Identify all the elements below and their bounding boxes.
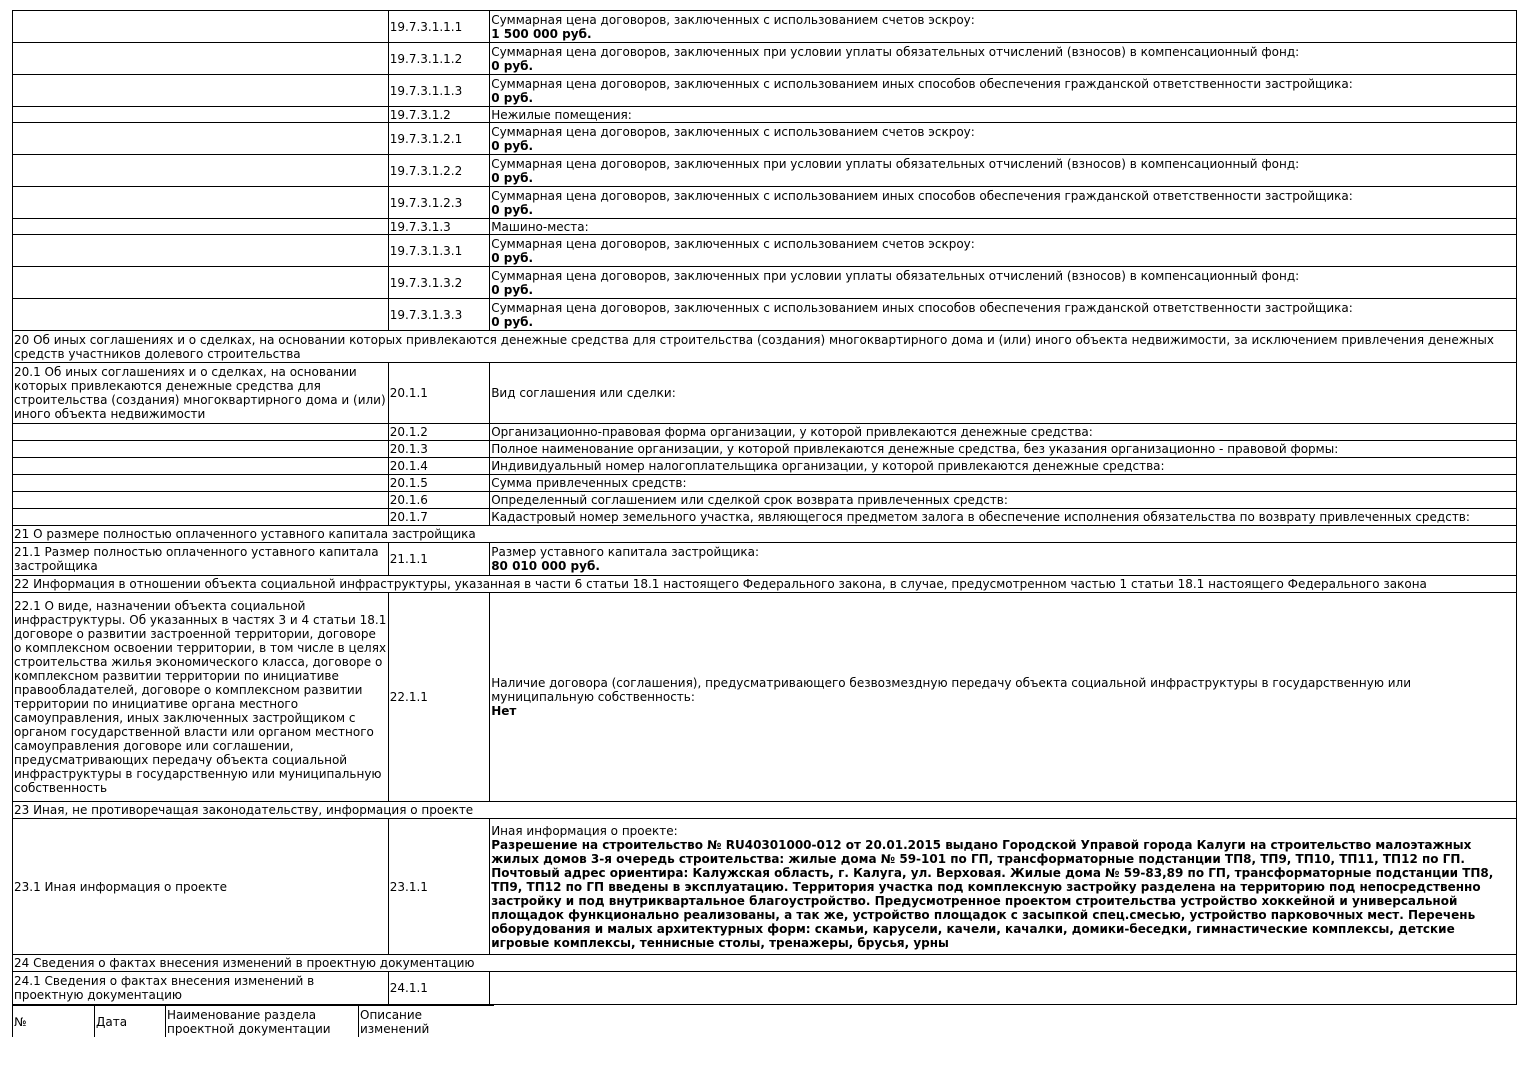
- changes-header-row: [13, 1006, 494, 1038]
- table-row: [13, 123, 1517, 155]
- row-label-value: [490, 123, 1517, 155]
- section-21-header: 21 О размере полностью оплаченного уставного капитала застройщика: [13, 526, 1517, 543]
- row-value: 1 500 000 руб.: [491, 26, 592, 41]
- row-value-empty: [490, 972, 1517, 1005]
- row-section-empty: [13, 43, 389, 75]
- row-label: Суммарная цена договоров, заключенных с использованием счетов эскроу:: [491, 12, 975, 27]
- row-code: 20.1.6: [388, 492, 489, 509]
- column-section-name: Наименование раздела проектной документации: [166, 1006, 359, 1038]
- row-label: Суммарная цена договоров, заключенных с использованием счетов эскроу:: [491, 124, 975, 139]
- row-section-empty: [13, 75, 389, 107]
- table-row: [13, 363, 1517, 424]
- row-code: 19.7.3.1.1.2: [388, 43, 489, 75]
- row-code: 20.1.5: [388, 475, 489, 492]
- table-row: [13, 441, 1517, 458]
- row-label: Иная информация о проекте:: [491, 823, 678, 838]
- row-label-value: [490, 75, 1517, 107]
- row-code: 19.7.3.1.2.1: [388, 123, 489, 155]
- row-code: 19.7.3.1.1.1: [388, 11, 489, 43]
- column-number: №: [13, 1006, 95, 1038]
- row-label: Индивидуальный номер налогоплательщика организации, у которой привлекаются денежные средства:: [490, 458, 1517, 475]
- section-24-subheader: 24.1 Сведения о фактах внесения изменений в проектную документацию: [13, 972, 389, 1005]
- document-sheet: [12, 10, 1517, 1037]
- row-label: Суммарная цена договоров, заключенных при условии уплаты обязательных отчислений (взносов) в компенсационный фонд:: [491, 44, 1300, 59]
- row-value: 0 руб.: [491, 58, 534, 73]
- row-label: Определенный соглашением или сделкой срок возврата привлеченных средств:: [490, 492, 1517, 509]
- row-label: Суммарная цена договоров, заключенных с использованием иных способов обеспечения гражданской ответственности застройщика:: [491, 188, 1353, 203]
- section-24-header-row: [13, 955, 1517, 972]
- row-code: 19.7.3.1.2: [388, 107, 489, 123]
- row-code: 19.7.3.1.3.2: [388, 267, 489, 299]
- row-label: Суммарная цена договоров, заключенных при условии уплаты обязательных отчислений (взносов) в компенсационный фонд:: [491, 156, 1300, 171]
- project-declaration-table: [12, 10, 1517, 1005]
- table-row: [13, 593, 1517, 802]
- row-label-value: [490, 11, 1517, 43]
- row-code: 20.1.7: [388, 509, 489, 526]
- table-row: [13, 155, 1517, 187]
- section-21-subheader: 21.1 Размер полностью оплаченного уставного капитала застройщика: [13, 543, 389, 576]
- column-change-description: Описание изменений: [359, 1006, 494, 1038]
- table-row: [13, 11, 1517, 43]
- row-label: Наличие договора (соглашения), предусматривающего безвозмездную передачу объекта социальной инфраструктуры в государственную или муниципальную собственность:: [491, 676, 1412, 704]
- row-code: 23.1.1: [388, 819, 489, 955]
- authorized-capital-value: 80 010 000 руб.: [491, 559, 600, 573]
- row-label-value: [490, 43, 1517, 75]
- table-row: [13, 492, 1517, 509]
- row-section-empty: [13, 107, 389, 123]
- row-label-value: [490, 107, 1517, 123]
- row-code: 22.1.1: [388, 593, 489, 802]
- changes-table-header: [12, 1005, 494, 1037]
- row-code: 24.1.1: [388, 972, 489, 1005]
- row-label: Суммарная цена договоров, заключенных с использованием иных способов обеспечения гражданской ответственности застройщика:: [491, 300, 1353, 315]
- row-value: 0 руб.: [491, 170, 534, 185]
- row-label: Размер уставного капитала застройщика:: [491, 545, 760, 559]
- row-section-empty: [13, 424, 389, 441]
- table-row: [13, 972, 1517, 1005]
- table-row: [13, 219, 1517, 235]
- table-row: [13, 509, 1517, 526]
- row-label: Машино-места:: [491, 219, 589, 234]
- row-label: Нежилые помещения:: [491, 107, 632, 122]
- section-20-subheader: 20.1 Об иных соглашениях и о сделках, на основании которых привлекаются денежные средства для строительства (создания) многоквартирного дома и (или) иного объекта недвижимости: [13, 363, 389, 424]
- row-section-empty: [13, 187, 389, 219]
- section-22-subheader: 22.1 О виде, назначении объекта социальной инфраструктуры. Об указанных в частях 3 и 4 статьи 18.1 договоре о развитии застроенной территории, договоре о комплексном освоении территории, в том числе в целях строительства жилья экономического класса, договоре о комплексном развитии территории по инициативе правообладателей, договоре о комплексном развитии территории по инициативе органа местного самоуправления, иных заключенных застройщиком с органом государственной власти или органом местного самоуправления договоре или соглашении, предусматривающих передачу объекта социальной инфраструктуры в государственную или муниципальную собственность: [13, 593, 389, 802]
- row-section-empty: [13, 441, 389, 458]
- table-row: [13, 424, 1517, 441]
- row-label-value: [490, 819, 1517, 955]
- table-row: [13, 458, 1517, 475]
- row-section-empty: [13, 155, 389, 187]
- row-label: Суммарная цена договоров, заключенных при условии уплаты обязательных отчислений (взносов) в компенсационный фонд:: [491, 268, 1300, 283]
- column-date: Дата: [95, 1006, 166, 1038]
- row-label: Вид соглашения или сделки:: [490, 363, 1517, 424]
- row-value: 0 руб.: [491, 138, 534, 153]
- row-value: 0 руб.: [491, 250, 534, 265]
- row-label-value: [490, 187, 1517, 219]
- table-row: [13, 75, 1517, 107]
- row-section-empty: [13, 123, 389, 155]
- row-value: 0 руб.: [491, 202, 534, 217]
- row-code: 19.7.3.1.3.3: [388, 299, 489, 331]
- row-code: 20.1.1: [388, 363, 489, 424]
- row-code: 20.1.2: [388, 424, 489, 441]
- row-code: 19.7.3.1.1.3: [388, 75, 489, 107]
- row-section-empty: [13, 11, 389, 43]
- row-section-empty: [13, 267, 389, 299]
- row-value: 0 руб.: [491, 314, 534, 329]
- row-value: 0 руб.: [491, 282, 534, 297]
- row-label-value: [490, 593, 1517, 802]
- row-section-empty: [13, 475, 389, 492]
- section-23-header: 23 Иная, не противоречащая законодательству, информация о проекте: [13, 802, 1517, 819]
- section-20-header: 20 Об иных соглашениях и о сделках, на основании которых привлекаются денежные средства для строительства (создания) многоквартирного дома и (или) иного объекта недвижимости, за исключением привлечения денежных средств участников долевого строительства: [13, 331, 1517, 363]
- table-row: [13, 267, 1517, 299]
- section-22-header-row: [13, 576, 1517, 593]
- row-code: 19.7.3.1.3.1: [388, 235, 489, 267]
- row-code: 20.1.3: [388, 441, 489, 458]
- section-21-header-row: [13, 526, 1517, 543]
- row-label: Организационно-правовая форма организации, у которой привлекаются денежные средства:: [490, 424, 1517, 441]
- row-section-empty: [13, 219, 389, 235]
- section-23-header-row: [13, 802, 1517, 819]
- section-20-header-row: [13, 331, 1517, 363]
- row-section-empty: [13, 235, 389, 267]
- table-row: [13, 235, 1517, 267]
- row-label: Суммарная цена договоров, заключенных с использованием счетов эскроу:: [491, 236, 975, 251]
- row-section-empty: [13, 492, 389, 509]
- section-24-header: 24 Сведения о фактах внесения изменений в проектную документацию: [13, 955, 1517, 972]
- table-row: [13, 543, 1517, 576]
- table-row: [13, 299, 1517, 331]
- table-row: [13, 475, 1517, 492]
- row-code: 19.7.3.1.2.3: [388, 187, 489, 219]
- row-label-value: [490, 299, 1517, 331]
- row-code: 19.7.3.1.3: [388, 219, 489, 235]
- social-infrastructure-value: Нет: [491, 704, 517, 718]
- row-value: 0 руб.: [491, 90, 534, 105]
- row-label-value: [490, 155, 1517, 187]
- section-22-header: 22 Информация в отношении объекта социальной инфраструктуры, указанная в части 6 статьи 18.1 настоящего Федерального закона, в случае, предусмотренном частью 1 статьи 18.1 настоящего Федерального закона: [13, 576, 1517, 593]
- row-section-empty: [13, 299, 389, 331]
- section-23-subheader: 23.1 Иная информация о проекте: [13, 819, 389, 955]
- table-row: [13, 107, 1517, 123]
- table-row: [13, 819, 1517, 955]
- row-label-value: [490, 267, 1517, 299]
- row-code: 19.7.3.1.2.2: [388, 155, 489, 187]
- row-section-empty: [13, 458, 389, 475]
- row-label: Полное наименование организации, у которой привлекаются денежные средства, без указания организационно - правовой формы:: [490, 441, 1517, 458]
- other-project-info-value: Разрешение на строительство № RU40301000-012 от 20.01.2015 выдано Городской Управой города Калуги на строительство малоэтажных жилых домов 3-я очередь строительства: жилые дома № 59-101 по ГП, трансформаторные подстанции ТП8, ТП9, ТП10, ТП11, ТП12 по ГП. Почтовый адрес ориентира: Калужская область, г. Калуга, ул. Верховая. Жилые дома № 59-83,89 по ГП, трансформаторные подстанции ТП8, ТП9, ТП12 по ГП введены в эксплуатацию. Территория участка под комплексную застройку разделена на территорию под непосредственно застройку и под внутриквартальное благоустройство. Предусмотренное проектом строительства устройство хоккейной и универсальной площадок функционально реализованы, а так же, устройство площадок с засыпкой спец.смесью, устройство парковочных мест. Перечень оборудования и малых архитектурных форм: скамьи, карусели, качели, качалки, домики-беседки, гимнастические комплексы, детские игровые комплексы, теннисные столы, тренажеры, брусья, урны: [491, 837, 1494, 950]
- row-code: 21.1.1: [388, 543, 489, 576]
- row-label: Кадастровый номер земельного участка, являющегося предметом залога в обеспечение исполнения обязательства по возврату привлеченных средств:: [490, 509, 1517, 526]
- row-label: Сумма привлеченных средств:: [490, 475, 1517, 492]
- table-row: [13, 43, 1517, 75]
- row-label-value: [490, 235, 1517, 267]
- row-code: 20.1.4: [388, 458, 489, 475]
- table-row: [13, 187, 1517, 219]
- row-label: Суммарная цена договоров, заключенных с использованием иных способов обеспечения гражданской ответственности застройщика:: [491, 76, 1353, 91]
- row-label-value: [490, 543, 1517, 576]
- row-section-empty: [13, 509, 389, 526]
- row-label-value: [490, 219, 1517, 235]
